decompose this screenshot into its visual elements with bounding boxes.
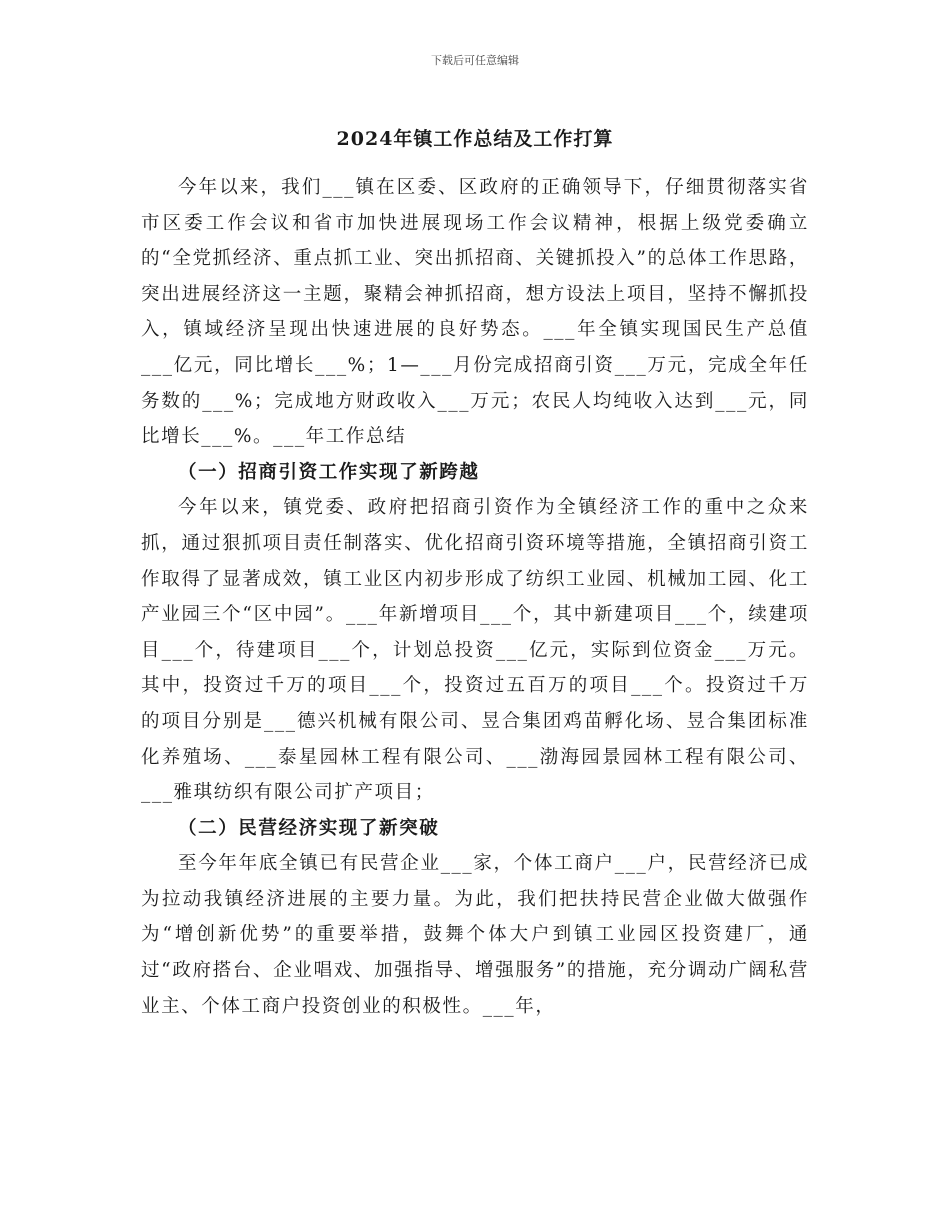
page-header-note: 下载后可任意编辑: [431, 54, 519, 67]
section-heading-private-economy: （二）民营经济实现了新突破: [178, 817, 440, 839]
document-body: [141, 170, 809, 1024]
section-heading-investment: （一）招商引资工作实现了新跨越: [178, 461, 480, 483]
document-title: 2024年镇工作总结及工作打算: [336, 128, 614, 150]
intro-paragraph: 今年以来，我们___镇在区委、区政府的正确领导下，仔细贯彻落实省市区委工作会议和省市加快进展现场工作会议精神，根据上级党委确立的“全党抓经济、重点抓工业、突出抓招商、关键抓投入”的总体工作思路，突出进展经济这一主题，聚精会神抓招商，想方设法上项目，坚持不懈抓投入，镇域经济呈现出快速进展的良好势态。___年全镇实现国民生产总值___亿元，同比增长___%；1—___月份完成招商引资___万元，完成全年任务数的___%；完成地方财政收入___万元；农民人均纯收入达到___元，同比增长___%。___年工作总结: [141, 177, 809, 448]
investment-paragraph: 今年以来，镇党委、政府把招商引资作为全镇经济工作的重中之众来抓，通过狠抓项目责任制落实、优化招商引资环境等措施，全镇招商引资工作取得了显著成效，镇工业区内初步形成了纺织工业园、机械加工园、化工产业园三个“区中园”。___年新增项目___个，其中新建项目___个，续建项目___个，待建项目___个，计划总投资___亿元，实际到位资金___万元。其中，投资过千万的项目___个，投资过五百万的项目___个。投资过千万的项目分别是___德兴机械有限公司、昱合集团鸡苗孵化场、昱合集团标准化养殖场、___泰星园林工程有限公司、___渤海园景园林工程有限公司、___雅琪纺织有限公司扩产项目；: [141, 497, 809, 804]
private-economy-paragraph: 至今年年底全镇已有民营企业___家，个体工商户___户，民营经济已成为拉动我镇经济进展的主要力量。为此，我们把扶持民营企业做大做强作为“增创新优势”的重要举措，鼓舞个体大户到镇工业园区投资建厂，通过“政府搭台、企业唱戏、加强指导、增强服务”的措施，充分调动广阔私营业主、个体工商户投资创业的积极性。___年，: [141, 853, 809, 1017]
